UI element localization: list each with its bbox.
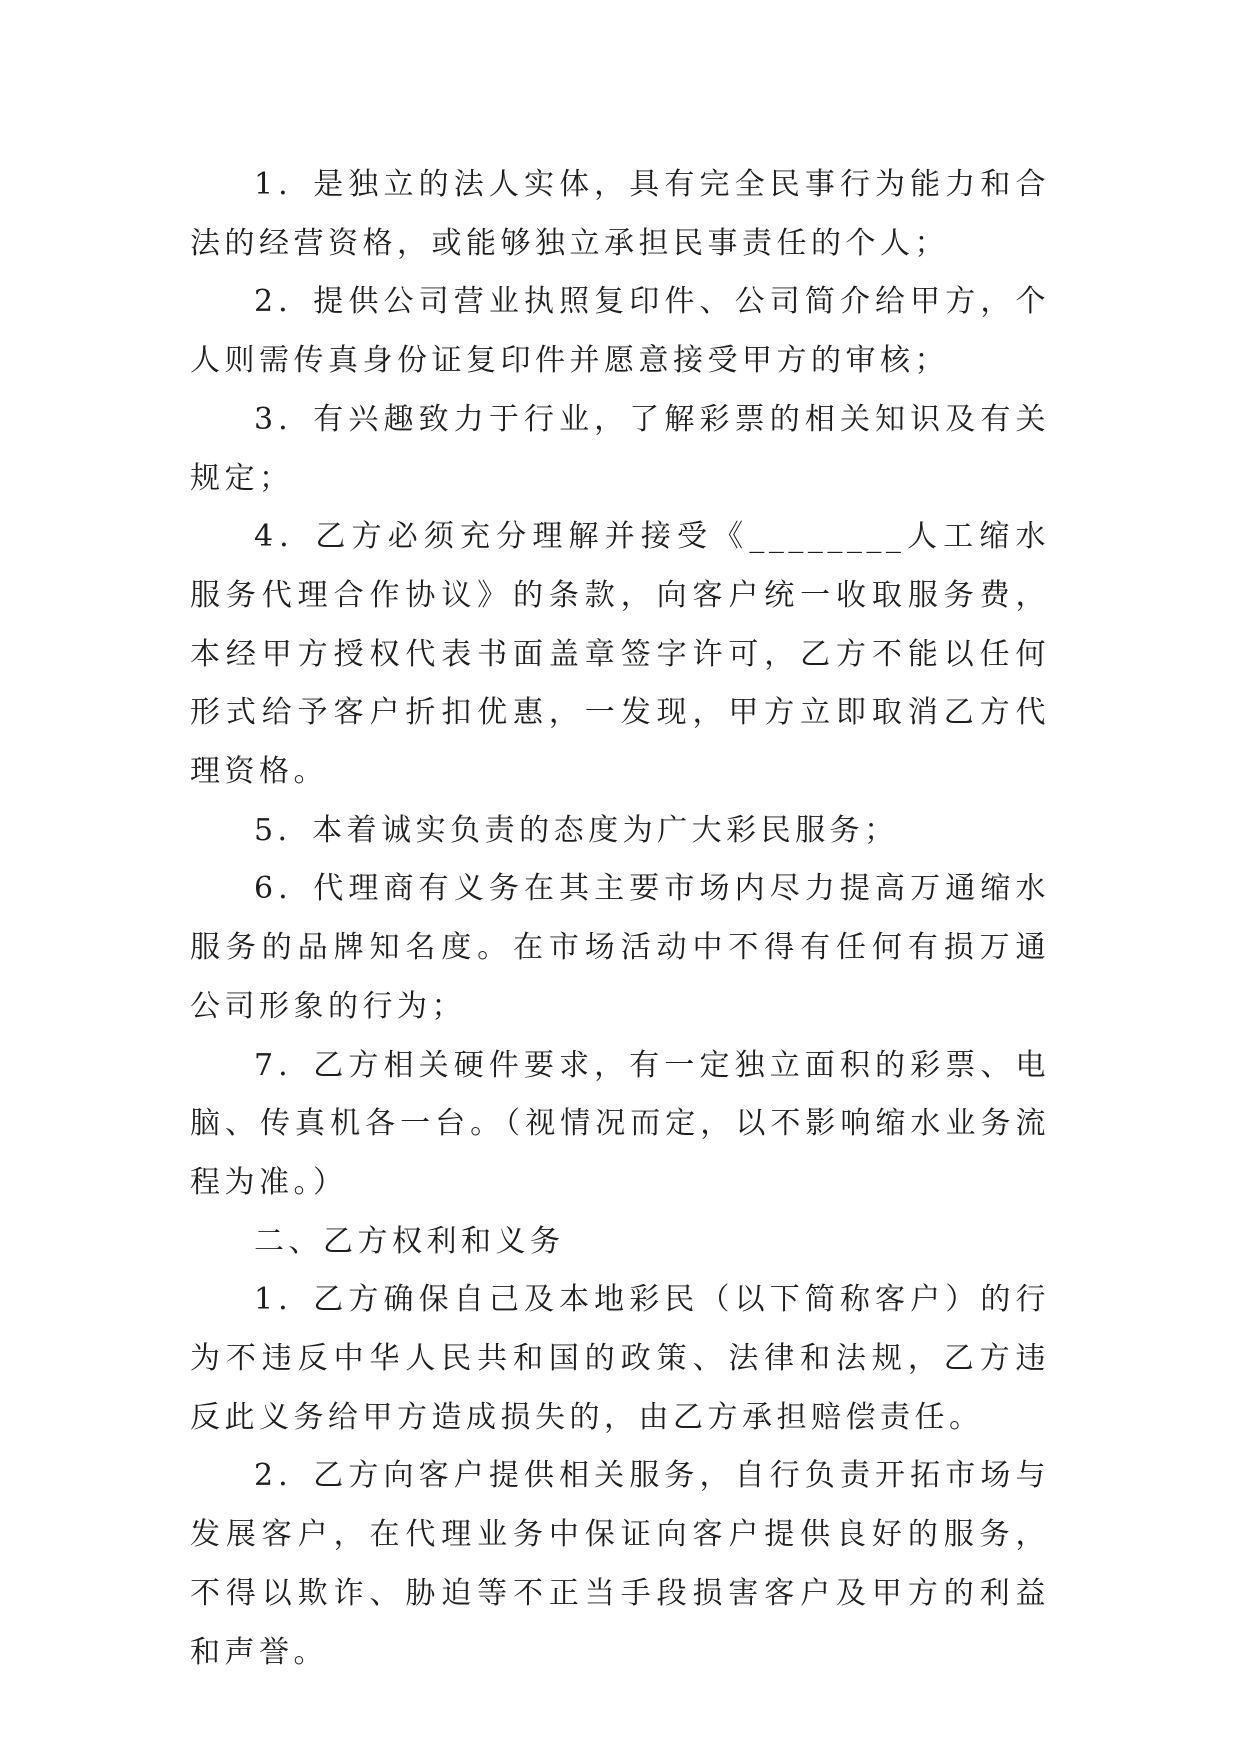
paragraph-obligation-2: 2．乙方向客户提供相关服务，自行负责开拓市场与发展客户，在代理业务中保证向客户提供良好的服务，不得以欺诈、胁迫等不正当手段损害客户及甲方的利益和声誉。 [190, 1458, 1050, 1670]
paragraph-requirement-5: 5．本着诚实负责的态度为广大彩民服务； [254, 812, 899, 848]
paragraph-requirement-2: 2．提供公司营业执照复印件、公司简介给甲方，个人则需传真身份证复印件并愿意接受甲方的审核； [190, 284, 1050, 379]
paragraph-requirement-6: 6．代理商有义务在其主要市场内尽力提高万通缩水服务的品牌知名度。在市场活动中不得有任何有损万通公司形象的行为； [190, 871, 1050, 1024]
paragraph-requirement-1: 1．是独立的法人实体，具有完全民事行为能力和合法的经营资格，或能够独立承担民事责任的个人； [190, 167, 1050, 261]
paragraph-obligation-1: 1．乙方确保自己及本地彩民（以下简称客户）的行为不违反中华人民共和国的政策、法律和法规，乙方违反此义务给甲方造成损失的，由乙方承担赔偿责任。 [190, 1282, 1050, 1435]
paragraph-requirement-7: 7．乙方相关硬件要求，有一定独立面积的彩票、电脑、传真机各一台。（视情况而定，以不影响缩水业务流程为准。） [190, 1047, 1050, 1200]
section-heading-rights-obligations: 二、乙方权利和义务 [254, 1223, 565, 1259]
paragraph-requirement-3: 3．有兴趣致力于行业，了解彩票的相关知识及有关规定； [190, 401, 1050, 496]
document-body [190, 156, 1050, 1682]
paragraph-requirement-4: 4．乙方必须充分理解并接受《________人工缩水服务代理合作协议》的条款，向客户统一收取服务费，本经甲方授权代表书面盖章签字许可，乙方不能以任何形式给予客户折扣优惠，一发现，甲方立即取消乙方代理资格。 [190, 519, 1050, 790]
